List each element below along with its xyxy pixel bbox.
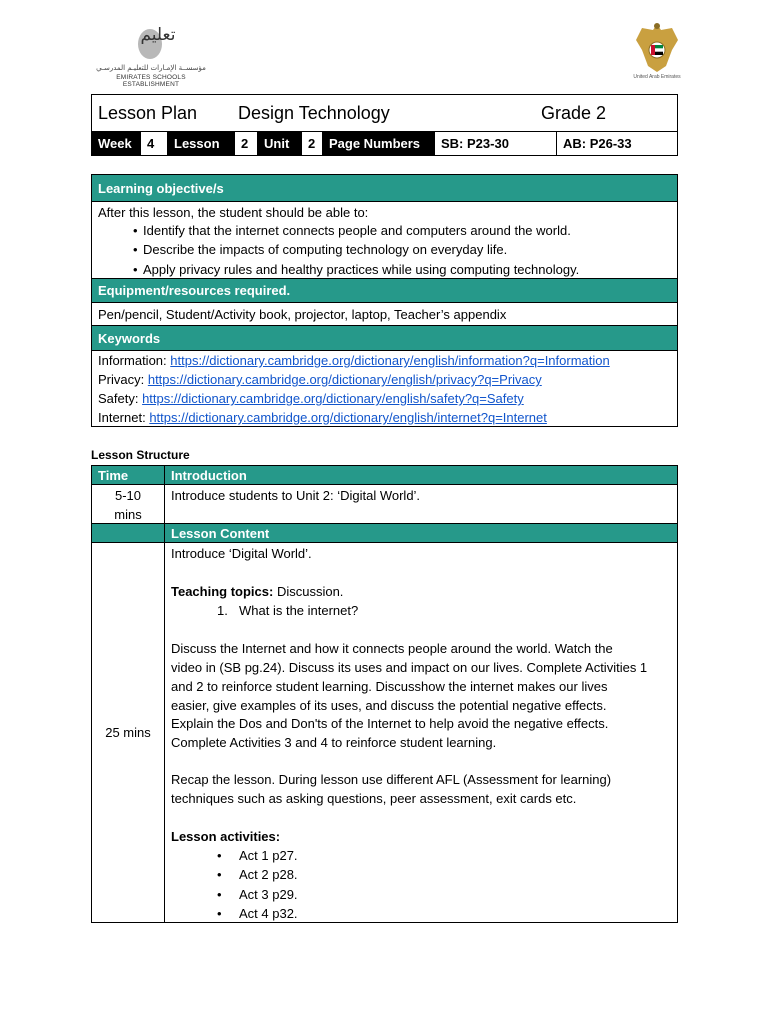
- keyword-term: Internet:: [98, 410, 150, 425]
- keyword-term: Safety:: [98, 391, 143, 406]
- uae-caption: United Arab Emirates: [633, 74, 681, 80]
- introduction-header: Introduction: [171, 468, 247, 483]
- svg-text:تعليم: تعليم: [140, 25, 176, 45]
- keyword-privacy: [98, 372, 542, 387]
- keywords-heading: Keywords: [92, 326, 677, 351]
- lesson-structure-table: [91, 465, 678, 923]
- page-numbers-label: Page Numbers: [323, 132, 435, 155]
- lesson-content-header-row: [92, 524, 677, 543]
- keyword-information: [98, 353, 610, 368]
- teaching-topics-label: Teaching topics:: [171, 584, 274, 599]
- intro-time-line2: mins: [114, 507, 142, 522]
- ese-english-name: EMIRATES SCHOOLS ESTABLISHMENT: [116, 74, 186, 88]
- header-title-row: [92, 95, 677, 132]
- ese-logo: [88, 18, 214, 88]
- keyword-internet: [98, 410, 547, 425]
- keyword-link-internet[interactable]: https://dictionary.cambridge.org/dictionary/english/internet?q=Internet: [149, 410, 547, 425]
- para1-line: Explain the Dos and Don'ts of the Internet to help avoid the negative effects.: [171, 716, 609, 731]
- keyword-term: Information:: [98, 353, 171, 368]
- header-info-row: [92, 132, 677, 155]
- falcon-emblem-icon: [632, 20, 682, 74]
- lesson-content-header: Lesson Content: [171, 526, 270, 541]
- topic-number: 1.: [217, 603, 228, 618]
- activity-item: • Act 3 p29.: [239, 887, 298, 902]
- week-label: Week: [92, 132, 141, 155]
- keyword-safety: [98, 391, 524, 406]
- ab-pages: AB: P26-33: [563, 136, 632, 151]
- teaching-topics-value: Discussion.: [273, 584, 344, 599]
- para2-line: techniques such as asking questions, peer assessment, exit cards etc.: [171, 791, 577, 806]
- structure-header-row: [92, 466, 677, 485]
- unit-label: Unit: [258, 132, 302, 155]
- grade-title: Grade 2: [541, 103, 607, 123]
- ese-mark-icon: [136, 18, 176, 62]
- column-divider: [164, 466, 165, 922]
- lesson-header-table: [91, 94, 678, 156]
- lesson-value: 2: [235, 132, 258, 155]
- content-intro: Introduce ‘Digital World’.: [171, 546, 312, 561]
- objective-item: • Identify that the internet connects people and computers around the world.: [143, 223, 571, 238]
- topic-item: What is the internet?: [239, 603, 359, 618]
- activity-item: • Act 2 p28.: [239, 867, 298, 882]
- content-time: 25 mins: [105, 725, 151, 740]
- activity-item: • Act 4 p32.: [239, 906, 298, 921]
- objectives-heading: Learning objective/s: [92, 175, 677, 202]
- lesson-label: Lesson: [168, 132, 235, 155]
- sb-pages: SB: P23-30: [435, 132, 557, 155]
- objective-item: • Apply privacy rules and healthy practices while using computing technology.: [143, 262, 579, 277]
- keyword-link-information[interactable]: https://dictionary.cambridge.org/dictionary/english/information?q=Information: [170, 353, 610, 368]
- time-header: Time: [98, 468, 129, 483]
- ese-arabic-name: مؤسســة الإمـارات للتعليـم المدرسـي: [96, 64, 206, 72]
- para1-line: Discuss the Internet and how it connects people around the world. Watch the: [171, 641, 613, 656]
- para1-line: easier, give examples of its uses, and discuss the potential negative effects.: [171, 698, 607, 713]
- subject-title: Design Technology: [238, 103, 390, 123]
- para2-line: Recap the lesson. During lesson use different AFL (Assessment for learning): [171, 772, 612, 787]
- uae-emblem: [632, 20, 682, 82]
- objectives-intro: After this lesson, the student should be able to:: [98, 205, 369, 220]
- teaching-topics: [171, 584, 343, 599]
- unit-value: 2: [302, 132, 323, 155]
- keyword-link-privacy[interactable]: https://dictionary.cambridge.org/dictionary/english/privacy?q=Privacy: [147, 372, 542, 387]
- objectives-table: [91, 174, 678, 427]
- week-value: 4: [141, 132, 168, 155]
- intro-text: Introduce students to Unit 2: ‘Digital World’.: [171, 488, 421, 503]
- intro-time-line1: 5-10: [114, 488, 142, 503]
- lesson-plan-title: Lesson Plan: [98, 103, 198, 123]
- activities-label: Lesson activities:: [171, 829, 281, 844]
- para1-line: and 2 to reinforce student learning. Discusshow the internet makes our lives: [171, 679, 608, 694]
- activity-item: • Act 1 p27.: [239, 848, 298, 863]
- equipment-heading: Equipment/resources required.: [92, 279, 677, 303]
- keyword-term: Privacy:: [98, 372, 148, 387]
- objective-item: • Describe the impacts of computing technology on everyday life.: [143, 242, 507, 257]
- para1-line: video in (SB pg.24). Discuss its uses and impact on our lives. Complete Activities 1: [171, 660, 648, 675]
- equipment-text: Pen/pencil, Student/Activity book, projector, laptop, Teacher’s appendix: [98, 307, 507, 322]
- keyword-link-safety[interactable]: https://dictionary.cambridge.org/dictionary/english/safety?q=Safety: [142, 391, 524, 406]
- para1-line: Complete Activities 3 and 4 to reinforce student learning.: [171, 735, 497, 750]
- lesson-structure-title: Lesson Structure: [91, 448, 190, 462]
